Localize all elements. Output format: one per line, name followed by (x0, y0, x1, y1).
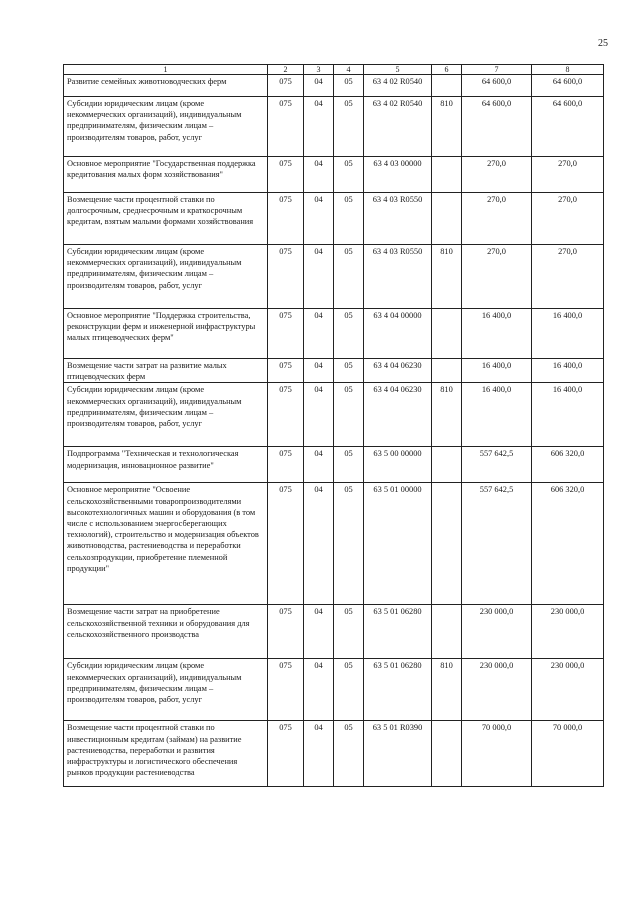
table-row (64, 359, 604, 383)
row-section-cell: 04 (304, 75, 334, 97)
row-amount-col7-cell: 270,0 (462, 157, 532, 193)
row-target-cell: 63 4 04 06230 (364, 359, 432, 383)
row-name-cell: Субсидии юридическим лицам (кроме некоммерческих организаций), индивидуальным предпринимателям, физическим лицам – производителям товаров, работ, услуг (64, 97, 268, 157)
row-expense-type-cell: 810 (432, 97, 462, 157)
header-cell: 4 (334, 65, 364, 75)
row-ministry-cell: 075 (268, 193, 304, 245)
row-amount-col8-cell: 270,0 (532, 157, 604, 193)
row-amount-col7-cell: 16 400,0 (462, 359, 532, 383)
row-name-cell: Возмещение части процентной ставки по долгосрочным, среднесрочным и краткосрочным кредитам, взятым малыми формами хозяйствования (64, 193, 268, 245)
table-row (64, 193, 604, 245)
row-ministry-cell: 075 (268, 97, 304, 157)
table-row (64, 659, 604, 721)
row-name-cell: Возмещение части процентной ставки по инвестиционным кредитам (займам) на развитие растениеводства, переработки и развития инфраструктуры и логистического обеспечения рынков продукции растениеводства (64, 721, 268, 787)
table-row (64, 483, 604, 605)
row-section-cell: 04 (304, 483, 334, 605)
row-ministry-cell: 075 (268, 245, 304, 309)
row-subsection-cell: 05 (334, 157, 364, 193)
row-ministry-cell: 075 (268, 383, 304, 447)
row-amount-col7-cell: 230 000,0 (462, 659, 532, 721)
row-amount-col8-cell: 16 400,0 (532, 309, 604, 359)
row-expense-type-cell (432, 605, 462, 659)
table-row (64, 309, 604, 359)
row-amount-col8-cell: 606 320,0 (532, 483, 604, 605)
row-name-cell: Развитие семейных животноводческих ферм (64, 75, 268, 97)
row-amount-col8-cell: 270,0 (532, 245, 604, 309)
row-subsection-cell: 05 (334, 245, 364, 309)
row-section-cell: 04 (304, 193, 334, 245)
row-amount-col8-cell: 16 400,0 (532, 359, 604, 383)
header-cell: 6 (432, 65, 462, 75)
row-section-cell: 04 (304, 605, 334, 659)
row-amount-col8-cell: 64 600,0 (532, 97, 604, 157)
row-expense-type-cell: 810 (432, 383, 462, 447)
row-amount-col7-cell: 16 400,0 (462, 309, 532, 359)
row-target-cell: 63 4 04 06230 (364, 383, 432, 447)
row-name-cell: Подпрограмма "Техническая и технологическая модернизация, инновационное развитие" (64, 447, 268, 483)
row-section-cell: 04 (304, 245, 334, 309)
row-amount-col8-cell: 230 000,0 (532, 659, 604, 721)
row-section-cell: 04 (304, 659, 334, 721)
row-section-cell: 04 (304, 447, 334, 483)
header-cell: 1 (64, 65, 268, 75)
row-amount-col8-cell: 606 320,0 (532, 447, 604, 483)
header-cell: 2 (268, 65, 304, 75)
row-name-cell: Основное мероприятие "Освоение сельскохозяйственными товаропроизводителями высокотехнологичных машин и оборудования (в том числе с использованием энергосберегающих технологий), строительство и модернизация объектов животноводства, растениеводства и переработки сельхозпродукции, приобретение племенной продукции" (64, 483, 268, 605)
row-name-cell: Возмещение части затрат на приобретение сельскохозяйственной техники и оборудования для сельскохозяйственного производства (64, 605, 268, 659)
row-subsection-cell: 05 (334, 483, 364, 605)
row-ministry-cell: 075 (268, 605, 304, 659)
row-ministry-cell: 075 (268, 157, 304, 193)
row-target-cell: 63 4 03 R0550 (364, 245, 432, 309)
row-amount-col8-cell: 64 600,0 (532, 75, 604, 97)
row-target-cell: 63 5 01 06280 (364, 659, 432, 721)
row-section-cell: 04 (304, 309, 334, 359)
row-subsection-cell: 05 (334, 309, 364, 359)
row-section-cell: 04 (304, 721, 334, 787)
table-row (64, 75, 604, 97)
row-amount-col7-cell: 557 642,5 (462, 447, 532, 483)
row-amount-col7-cell: 557 642,5 (462, 483, 532, 605)
row-subsection-cell: 05 (334, 659, 364, 721)
row-expense-type-cell (432, 483, 462, 605)
row-amount-col7-cell: 270,0 (462, 245, 532, 309)
row-target-cell: 63 5 01 00000 (364, 483, 432, 605)
header-cell: 8 (532, 65, 604, 75)
row-expense-type-cell (432, 309, 462, 359)
row-subsection-cell: 05 (334, 447, 364, 483)
row-ministry-cell: 075 (268, 483, 304, 605)
row-section-cell: 04 (304, 359, 334, 383)
row-ministry-cell: 075 (268, 359, 304, 383)
table-row (64, 447, 604, 483)
header-cell: 7 (462, 65, 532, 75)
row-name-cell: Субсидии юридическим лицам (кроме некоммерческих организаций), индивидуальным предпринимателям, физическим лицам – производителям товаров, работ, услуг (64, 383, 268, 447)
row-expense-type-cell (432, 359, 462, 383)
table-row (64, 245, 604, 309)
row-name-cell: Основное мероприятие "Государственная поддержка кредитования малых форм хозяйствования" (64, 157, 268, 193)
row-target-cell: 63 4 04 00000 (364, 309, 432, 359)
row-amount-col7-cell: 64 600,0 (462, 75, 532, 97)
header-cell: 5 (364, 65, 432, 75)
row-section-cell: 04 (304, 97, 334, 157)
row-amount-col8-cell: 230 000,0 (532, 605, 604, 659)
row-name-cell: Субсидии юридическим лицам (кроме некоммерческих организаций), индивидуальным предпринимателям, физическим лицам – производителям товаров, работ, услуг (64, 659, 268, 721)
row-section-cell: 04 (304, 157, 334, 193)
row-target-cell: 63 4 03 R0550 (364, 193, 432, 245)
row-expense-type-cell (432, 447, 462, 483)
budget-table (63, 64, 604, 787)
row-expense-type-cell: 810 (432, 245, 462, 309)
row-ministry-cell: 075 (268, 447, 304, 483)
row-subsection-cell: 05 (334, 193, 364, 245)
row-ministry-cell: 075 (268, 309, 304, 359)
row-amount-col7-cell: 270,0 (462, 193, 532, 245)
row-subsection-cell: 05 (334, 383, 364, 447)
row-target-cell: 63 4 02 R0540 (364, 97, 432, 157)
row-target-cell: 63 5 00 00000 (364, 447, 432, 483)
row-amount-col7-cell: 230 000,0 (462, 605, 532, 659)
table-body (64, 75, 604, 787)
row-subsection-cell: 05 (334, 605, 364, 659)
row-amount-col8-cell: 70 000,0 (532, 721, 604, 787)
row-amount-col7-cell: 70 000,0 (462, 721, 532, 787)
row-expense-type-cell (432, 721, 462, 787)
row-expense-type-cell (432, 75, 462, 97)
row-subsection-cell: 05 (334, 75, 364, 97)
row-target-cell: 63 4 03 00000 (364, 157, 432, 193)
table-row (64, 721, 604, 787)
row-ministry-cell: 075 (268, 721, 304, 787)
row-subsection-cell: 05 (334, 97, 364, 157)
header-cell: 3 (304, 65, 334, 75)
row-section-cell: 04 (304, 383, 334, 447)
page-number: 25 (598, 38, 608, 49)
row-ministry-cell: 075 (268, 75, 304, 97)
row-subsection-cell: 05 (334, 721, 364, 787)
row-target-cell: 63 5 01 R0390 (364, 721, 432, 787)
row-name-cell: Возмещение части затрат на развитие малых птицеводческих ферм (64, 359, 268, 383)
row-amount-col8-cell: 16 400,0 (532, 383, 604, 447)
row-ministry-cell: 075 (268, 659, 304, 721)
table-header-row (64, 65, 604, 75)
row-amount-col8-cell: 270,0 (532, 193, 604, 245)
row-name-cell: Субсидии юридическим лицам (кроме некоммерческих организаций), индивидуальным предпринимателям, физическим лицам – производителям товаров, работ, услуг (64, 245, 268, 309)
row-amount-col7-cell: 16 400,0 (462, 383, 532, 447)
row-amount-col7-cell: 64 600,0 (462, 97, 532, 157)
row-subsection-cell: 05 (334, 359, 364, 383)
row-target-cell: 63 4 02 R0540 (364, 75, 432, 97)
row-expense-type-cell (432, 157, 462, 193)
table-row (64, 383, 604, 447)
row-expense-type-cell (432, 193, 462, 245)
table-row (64, 157, 604, 193)
table-row (64, 605, 604, 659)
row-name-cell: Основное мероприятие "Поддержка строительства, реконструкции ферм и инженерной инфраструктуры малых птицеводческих ферм" (64, 309, 268, 359)
table-row (64, 97, 604, 157)
row-expense-type-cell: 810 (432, 659, 462, 721)
row-target-cell: 63 5 01 06280 (364, 605, 432, 659)
